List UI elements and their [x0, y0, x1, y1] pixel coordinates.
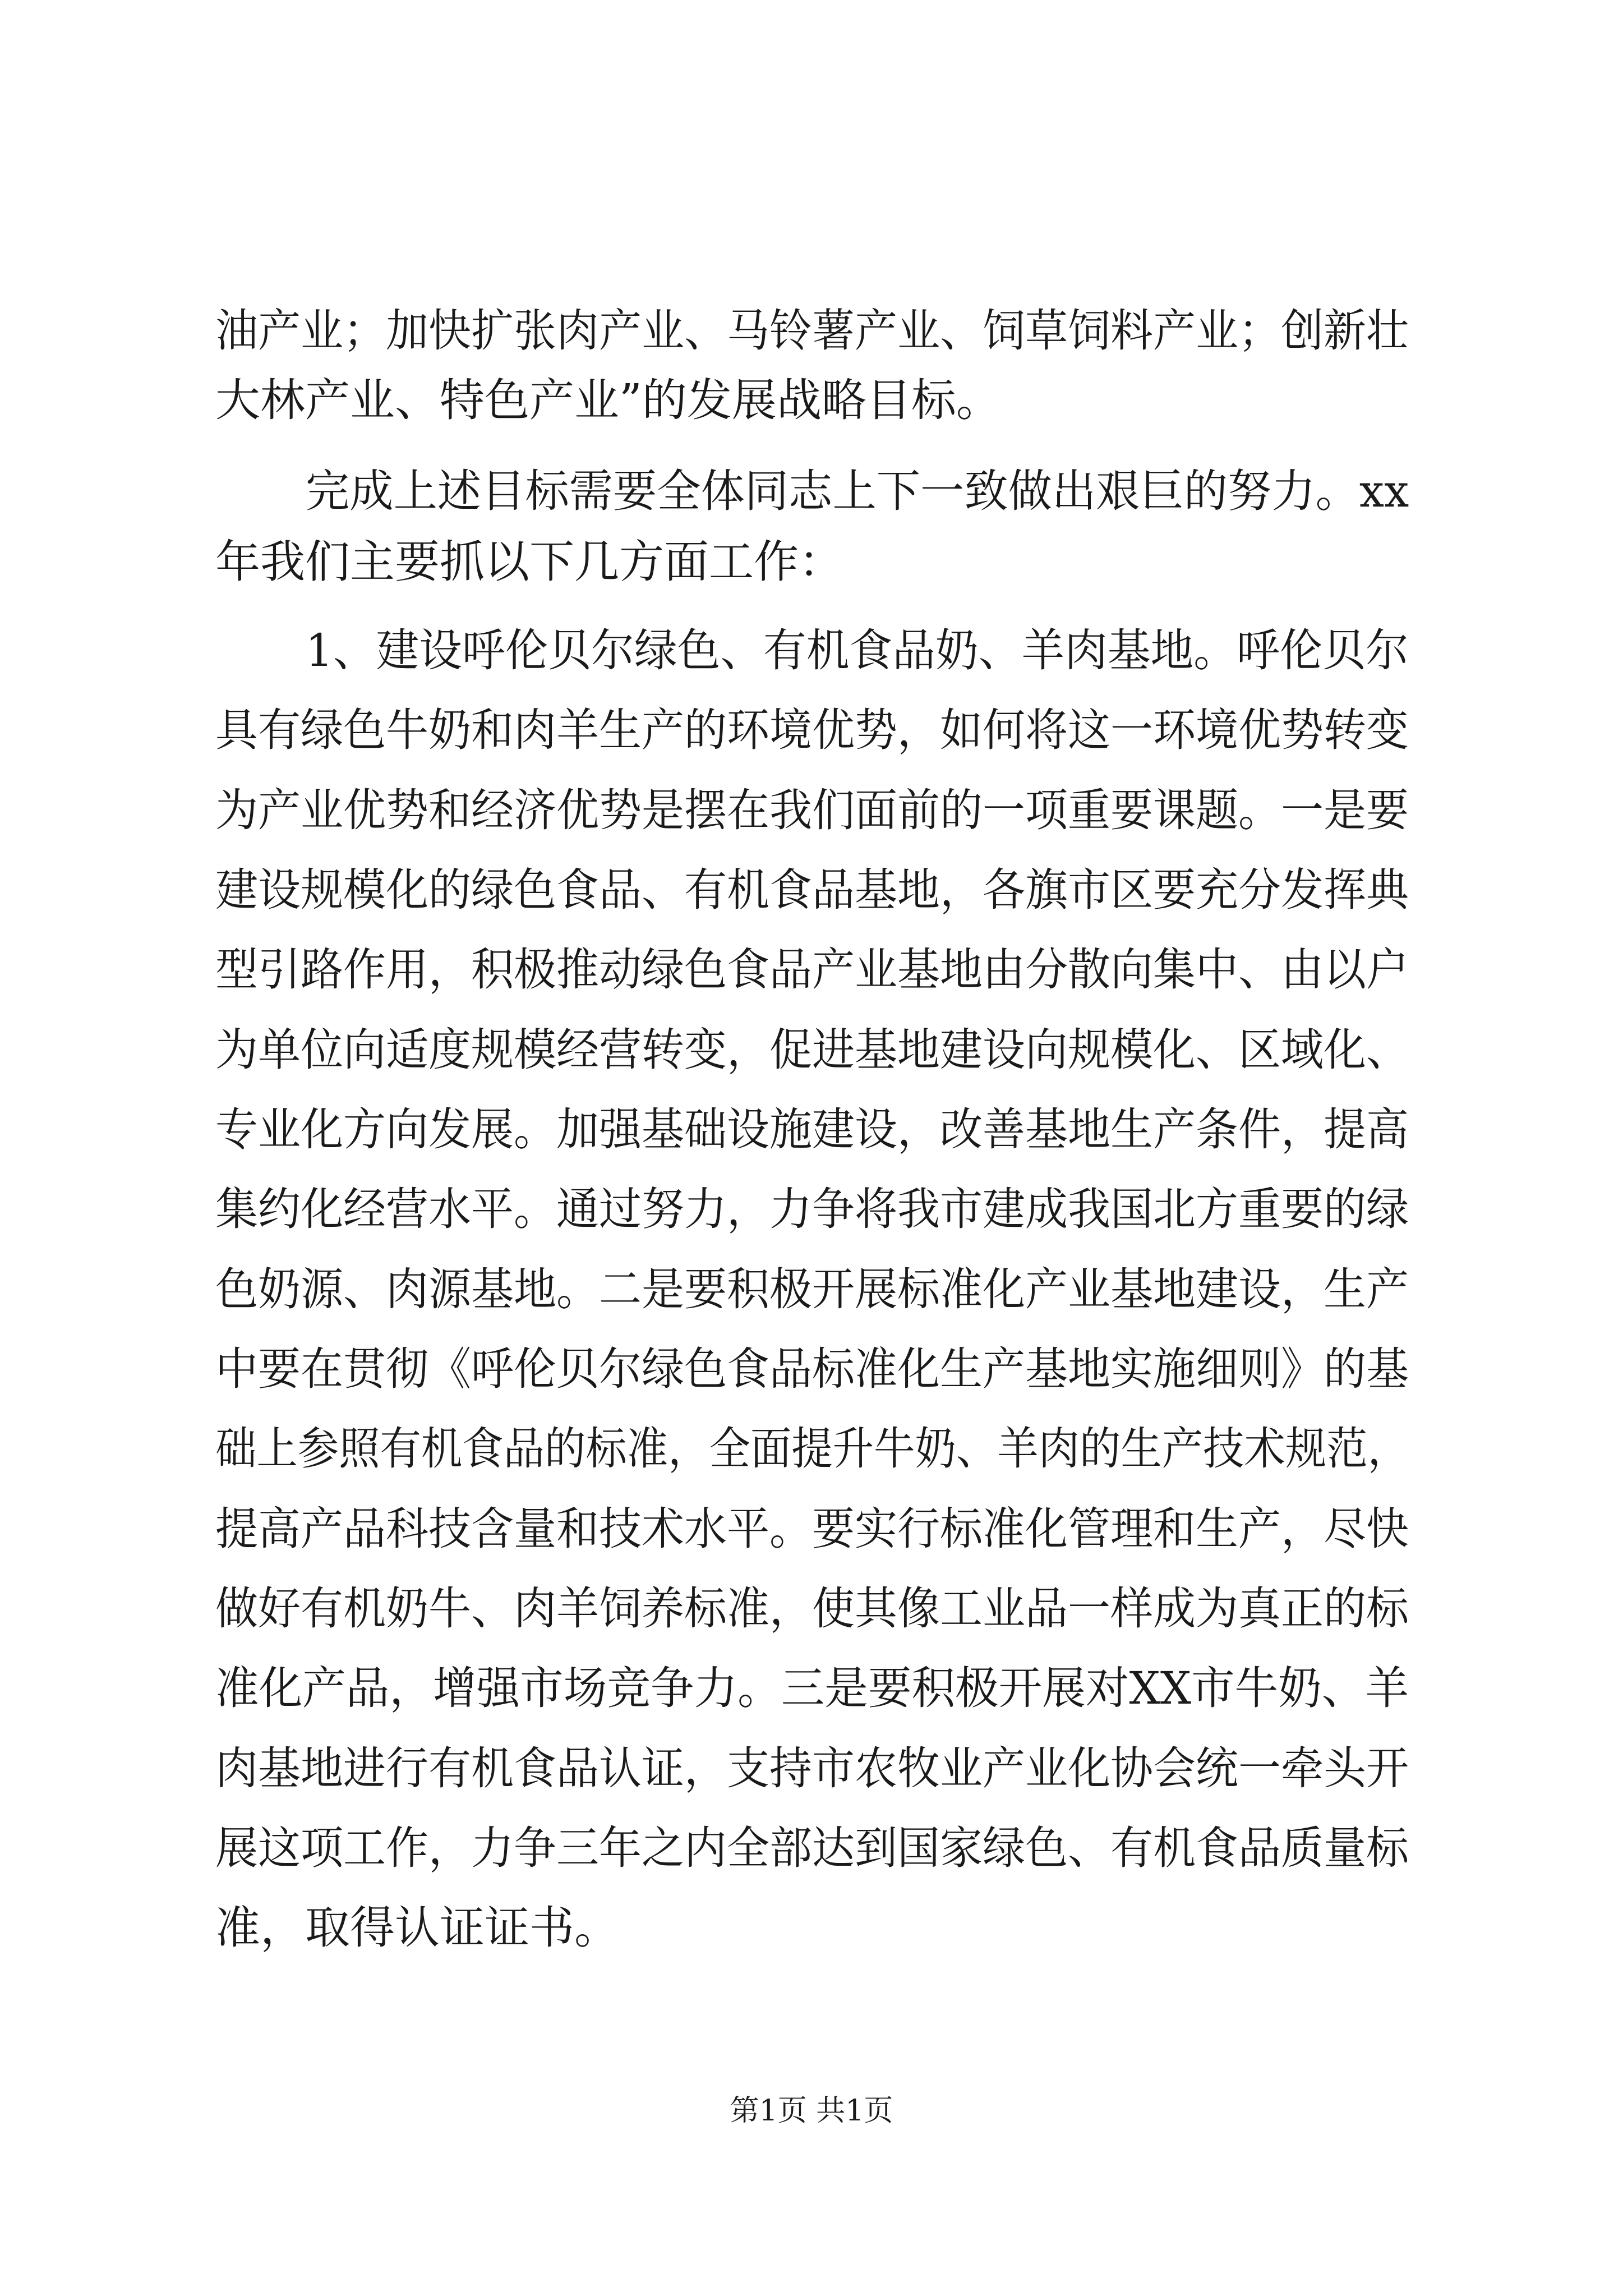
text-line: 准化产品，增强市场竞争力。三是要积极开展对XX市牛奶、羊	[215, 1662, 1409, 1714]
text-line: 色奶源、肉源基地。二是要积极开展标准化产业基地建设，生产	[215, 1263, 1409, 1315]
text-line: 准，取得认证证书。	[215, 1902, 619, 1954]
text-line: 提高产品科技含量和技术水平。要实行标准化管理和生产，尽快	[215, 1503, 1409, 1555]
text-line: 肉基地进行有机食品认证，支持市农牧业产业化协会统一牵头开	[215, 1742, 1409, 1795]
text-line: 油产业；加快扩张肉产业、马铃薯产业、饲草饲料产业；创新壮	[215, 305, 1409, 357]
text-line: 专业化方向发展。加强基础设施建设，改善基地生产条件，提高	[215, 1103, 1409, 1156]
text-line: 具有绿色牛奶和肉羊生产的环境优势，如何将这一环境优势转变	[215, 704, 1409, 756]
text-line: 建设规模化的绿色食品、有机食品基地，各旗市区要充分发挥典	[215, 864, 1409, 916]
text-line: 集约化经营水平。通过努力，力争将我市建成我国北方重要的绿	[215, 1183, 1409, 1235]
text-line: 为产业优势和经济优势是摆在我们面前的一项重要课题。一是要	[215, 784, 1409, 836]
text-line: 年我们主要抓以下几方面工作：	[215, 536, 843, 588]
text-line: 型引路作用，积极推动绿色食品产业基地由分散向集中、由以户	[215, 944, 1409, 996]
text-line: 为单位向适度规模经营转变，促进基地建设向规模化、区域化、	[215, 1024, 1409, 1076]
text-line: 展这项工作，力争三年之内全部达到国家绿色、有机食品质量标	[215, 1822, 1409, 1874]
text-line: 做好有机奶牛、肉羊饲养标准，使其像工业品一样成为真正的标	[215, 1582, 1409, 1635]
paragraph-first-line: 完成上述目标需要全体同志上下一致做出艰巨的努力。xx	[306, 465, 1409, 517]
text-line: 础上参照有机食品的标准，全面提升牛奶、羊肉的生产技术规范，	[215, 1423, 1409, 1475]
paragraph-first-line: 1、建设呼伦贝尔绿色、有机食品奶、羊肉基地。呼伦贝尔	[306, 624, 1409, 677]
page-number-footer: 第1页 共1页	[730, 2094, 893, 2128]
text-line: 中要在贯彻《呼伦贝尔绿色食品标准化生产基地实施细则》的基	[215, 1343, 1409, 1395]
text-line: 大林产业、特色产业”的发展战略目标。	[215, 374, 1001, 426]
